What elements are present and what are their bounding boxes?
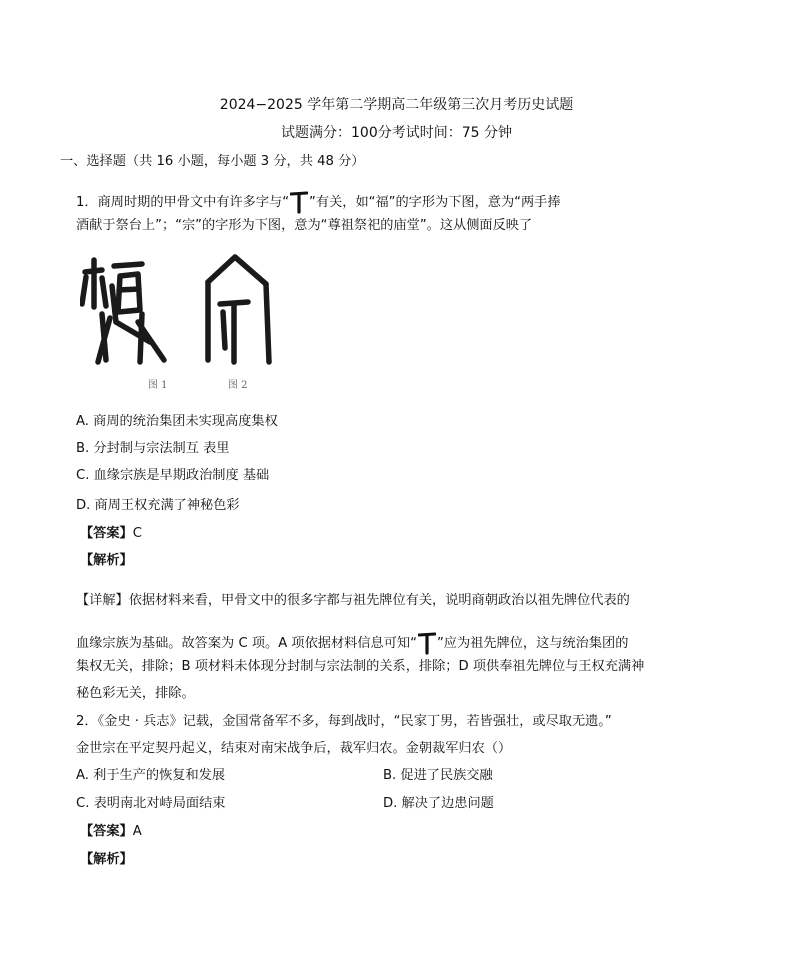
oracle-characters-image xyxy=(80,252,280,397)
q1-detail-line3: 集权无关，排除；B 项材料未体现分封制与宗法制的关系，排除；D 项供奉祖先牌位与王权充满神 xyxy=(76,659,645,674)
q1-detail-line2 xyxy=(76,631,628,661)
q2-answer-value: A xyxy=(132,824,142,839)
q2-stem-line2: 金世宗在平定契丹起义，结束对南宋战争后，裁军归农。金朝裁军归农（） xyxy=(76,741,512,756)
q2-analysis-label: 【解析】 xyxy=(80,852,133,867)
q1-stem-line1 xyxy=(76,190,561,220)
q2-answer xyxy=(80,823,142,841)
q1-detail-line4: 秘色彩无关，排除。 xyxy=(76,686,195,701)
zong-character-icon xyxy=(208,257,269,362)
oracle-bone-figure xyxy=(80,252,280,397)
q2-option-c: C. 表明南北对峙局面结束 xyxy=(76,796,226,811)
q1-option-c: C. 血缘宗族是早期政治制度 基础 xyxy=(76,468,270,483)
page-title: 2024−2025 学年第二学期高二年级第三次月考历史试题 xyxy=(219,97,574,113)
q1-option-a: A. 商周的统治集团未实现高度集权 xyxy=(76,414,278,429)
fig1-label: 图 1 xyxy=(148,380,168,391)
q1-answer-label: 【答案】 xyxy=(80,526,133,541)
oracle-shi-glyph-icon xyxy=(418,631,436,661)
page-subtitle: 试题满分：100分考试时间：75 分钟 xyxy=(281,125,512,141)
q1-stem-line1-part-b: ”有关，如“福”的字形为下图，意为“两手捧 xyxy=(309,195,561,210)
fu-character-icon xyxy=(82,260,164,362)
section-heading: 一、选择题（共 16 小题，每小题 3 分，共 48 分） xyxy=(60,154,365,169)
q1-option-d: D. 商周王权充满了神秘色彩 xyxy=(76,498,240,513)
q1-detail-line1: 【详解】依据材料来看，甲骨文中的很多字都与祖先牌位有关，说明商朝政治以祖先牌位代表的 xyxy=(76,593,630,608)
q1-analysis-label: 【解析】 xyxy=(80,553,133,568)
q1-stem-line2: 酒献于祭台上”；“宗”的字形为下图，意为“尊祖祭祀的庙堂”。这从侧面反映了 xyxy=(76,218,533,233)
q1-detail-line2-part-a: 血缘宗族为基础。故答案为 C 项。A 项依据材料信息可知“ xyxy=(76,636,417,651)
q2-option-d: D. 解决了边患问题 xyxy=(383,796,494,811)
q2-stem-line1: 2．《金史 · 兵志》记载，金国常备军不多，每到战时，“民家丁男，若皆强壮，或尽取无遗。” xyxy=(76,714,612,729)
q1-stem-line1-part-a: 1．商周时期的甲骨文中有许多字与“ xyxy=(76,195,290,210)
q1-answer xyxy=(80,525,142,543)
q2-option-b: B. 促进了民族交融 xyxy=(383,768,493,783)
q1-option-b: B. 分封制与宗法制互 表里 xyxy=(76,441,230,456)
q2-option-a: A. 利于生产的恢复和发展 xyxy=(76,768,226,783)
q2-answer-label: 【答案】 xyxy=(80,824,133,839)
q1-answer-value: C xyxy=(132,526,142,541)
fig2-label: 图 2 xyxy=(228,380,248,391)
oracle-shi-glyph-icon xyxy=(290,190,308,220)
q1-detail-line2-part-b: ”应为祖先牌位，这与统治集团的 xyxy=(436,636,629,651)
